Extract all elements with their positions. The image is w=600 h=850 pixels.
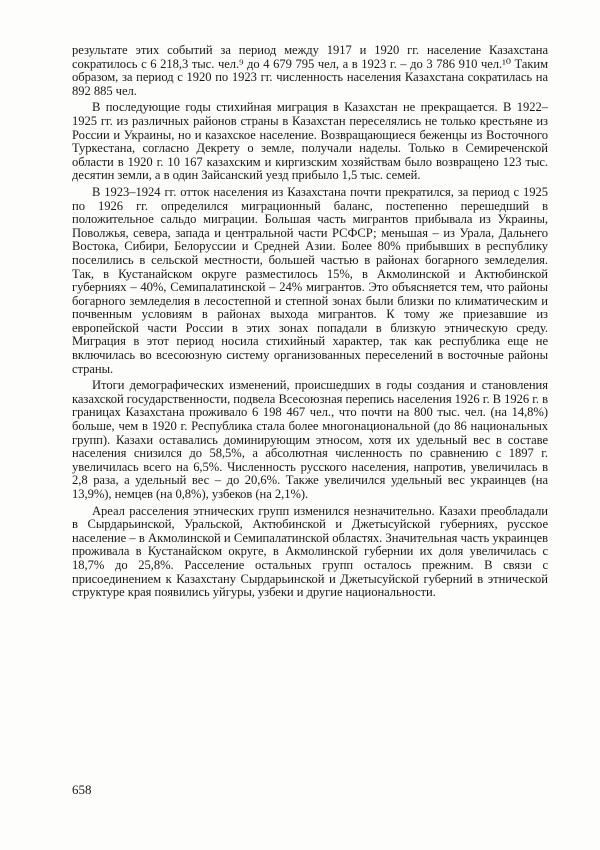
paragraph-5: Ареал расселения этнических групп изменился незначительно. Казахи преобладали в Сырдарьинской, Уральской, Актюбинской и Джетысуйской губерниях, русское население – в Акмолинской и Семипалатинской областях. Значительная часть украинцев проживала в Кустанайском округе, в Акмолинской губернии их доля увеличилась с 18,7% до 25,8%. Расселение остальных групп осталось прежним. В связи с присоединением к Казахстану Сырдарьинской и Джетысуйской губерний в этнической структуре края появились уйгуры, узбеки и другие национальности. [72,503,548,600]
paragraph-4: Итоги демографических изменений, происшедших в годы создания и становления казахской государственности, подвела Всесоюзная перепись населения 1926 г. В 1926 г. в границах Казахстана проживало 6 198 467 чел., что почти на 800 тыс. чел. (на 14,8%) больше, чем в 1920 г. Республика стала более многонациональной (до 86 национальных групп). Казахи оставались доминирующим этносом, хотя их удельный вес в составе населения снизился до 58,5%, а абсолютная численность по сравнению с 1897 г. увеличилась всего на 6,5%. Численность русского населения, напротив, увеличилась в 2,8 раза, а удельный вес – до 20,6%. Также увеличился удельный вес украинцев (на 13,9%), немцев (на 0,8%), узбеков (на 2,1%). [72,378,548,501]
page-number: 658 [72,782,92,797]
body-text [72,44,548,603]
paragraph-1: результате этих событий за период между 1917 и 1920 гг. население Казахстана сократилось с 6 218,3 тыс. чел.⁹ до 4 679 795 чел, а в 1923 г. – до 3 786 910 чел.¹⁰ Таким образом, за период с 1920 по 1923 гг. численность населения Казахстана сократилась на 892 885 чел. [72,43,548,98]
paragraph-2: В последующие годы стихийная миграция в Казахстан не прекращается. В 1922–1925 гг. из различных районов страны в Казахстан переселялись не только крестьяне из России и Украины, но и казахское население. Возвращающиеся беженцы из Восточного Туркестана, согласно Декрету о земле, получали наделы. Только в Семиреченской области в 1920 г. 10 167 казахским и киргизским хозяйствам было возвращено 123 тыс. десятин земли, а в один Зайсанский уезд прибыло 1,5 тыс. семей. [72,100,548,183]
paragraph-3: В 1923–1924 гг. отток населения из Казахстана почти прекратился, за период с 1925 по 1926 гг. определился миграционный баланс, постепенно перешедший в положительное сальдо миграции. Большая часть мигрантов прибывала из Украины, Поволжья, севера, запада и центральной части РСФСР; меньшая – из Урала, Дальнего Востока, Сибири, Белоруссии и Средней Азии. Более 80% прибывших в республику поселились в сельской местности, большей частью в районах богарного земледелия. Так, в Кустанайском округе разместилось 15%, в Акмолинской и Актюбинской губерниях – 40%, Семипалатинской – 24% мигрантов. Это объясняется тем, что районы богарного земледелия в лесостепной и степной зонах были близки по климатическим и почвенным условиям в районах выхода мигрантов. К тому же приезавшие из европейской части России в этих зонах попадали в близкую этническую среду. Миграция в этот период носила стихийный характер, так как республика еще не включилась во всесоюзную систему организованных переселений в восточные районы страны. [72,184,548,376]
